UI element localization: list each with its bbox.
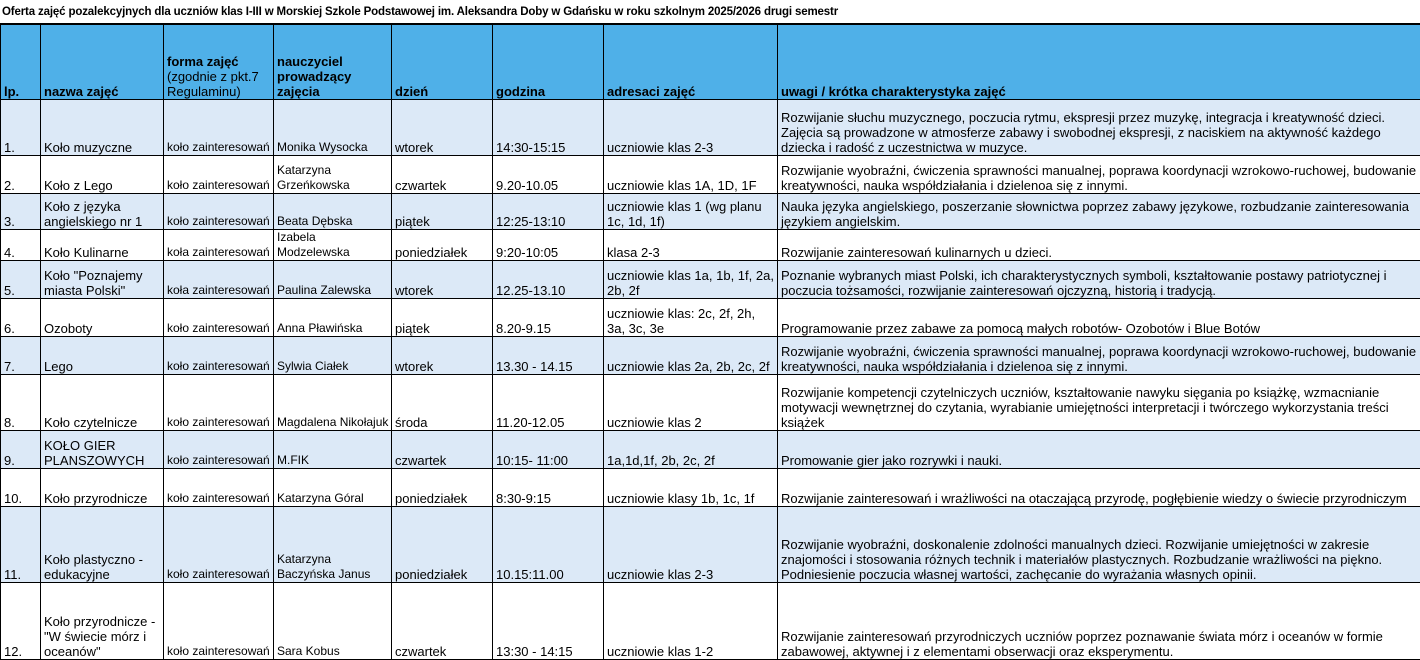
cell-teacher[interactable]: Paulina Zalewska bbox=[274, 261, 392, 299]
cell-lp[interactable]: 3. bbox=[1, 194, 41, 230]
cell-audience[interactable]: uczniowie klas 2-3 bbox=[604, 100, 778, 156]
cell-name[interactable]: Koło z Lego bbox=[41, 156, 164, 194]
table-row bbox=[1, 469, 1420, 507]
sheet-title: Oferta zajęć pozalekcyjnych dla uczniów klas I-III w Morskiej Szkole Podstawowej im. Aleksandra Doby w Gdańsku w roku szkolnym 2025/2026 drugi semestr bbox=[2, 6, 839, 18]
cell-hour[interactable]: 10:15- 11:00 bbox=[493, 431, 604, 469]
cell-notes[interactable]: Rozwijanie kompetencji czytelniczych uczniów, kształtowanie nawyku sięgania po książkę, wzmacnianie motywacji wewnętrznej do czytania, wyrabianie umiejętności interpretacji i twórczego wykorzystania treści książek bbox=[778, 375, 1420, 431]
header-audience[interactable]: adresaci zajęć bbox=[604, 25, 778, 100]
cell-name[interactable]: Koło przyrodnicze - "W świecie mórz i oceanów" bbox=[41, 583, 164, 660]
header-notes[interactable]: uwagi / krótka charakterystyka zajęć bbox=[778, 25, 1420, 100]
cell-notes[interactable]: Rozwijanie zainteresowań i wrażliwości na otaczającą przyrodę, pogłębienie wiedzy o świecie przyrodniczym bbox=[778, 469, 1420, 507]
cell-audience[interactable]: uczniowie klas 1A, 1D, 1F bbox=[604, 156, 778, 194]
cell-audience[interactable]: uczniowie klas 2 bbox=[604, 375, 778, 431]
cell-audience[interactable]: uczniowie klas 2a, 2b, 2c, 2f bbox=[604, 337, 778, 375]
cell-teacher[interactable]: Katarzyna Grzeńkowska bbox=[274, 156, 392, 194]
cell-notes[interactable]: Programowanie przez zabawe za pomocą małych robotów- Ozobotów i Blue Botów bbox=[778, 299, 1420, 337]
cell-name[interactable]: Koło muzyczne bbox=[41, 100, 164, 156]
cell-name[interactable]: Koło z języka angielskiego nr 1 bbox=[41, 194, 164, 230]
cell-day[interactable]: poniedziałek bbox=[392, 507, 493, 583]
table-row bbox=[1, 375, 1420, 431]
table-row bbox=[1, 100, 1420, 156]
cell-form[interactable]: koło zainteresowań bbox=[164, 194, 274, 230]
cell-notes[interactable]: Rozwijanie wyobraźni, ćwiczenia sprawności manualnej, poprawa koordynacji wzrokowo-ruchowej, budowanie kreatywności, nauka współdziałania i dzielenoa się z innymi. bbox=[778, 337, 1420, 375]
cell-name[interactable]: Ozoboty bbox=[41, 299, 164, 337]
cell-form[interactable]: koła zainteresowań bbox=[164, 261, 274, 299]
cell-teacher[interactable]: M.FIK bbox=[274, 431, 392, 469]
cell-lp[interactable]: 11. bbox=[1, 507, 41, 583]
cell-teacher[interactable]: Monika Wysocka bbox=[274, 100, 392, 156]
cell-form[interactable]: koło zainteresowań bbox=[164, 375, 274, 431]
table-row bbox=[1, 194, 1420, 230]
cell-day[interactable]: piątek bbox=[392, 194, 493, 230]
cell-day[interactable]: wtorek bbox=[392, 100, 493, 156]
cell-notes[interactable]: Rozwijanie zainteresowań kulinarnych u dzieci. bbox=[778, 230, 1420, 261]
cell-hour[interactable]: 10.15:11.00 bbox=[493, 507, 604, 583]
cell-form[interactable]: koło zainteresowań bbox=[164, 156, 274, 194]
cell-hour[interactable]: 13.30 - 14.15 bbox=[493, 337, 604, 375]
cell-notes[interactable]: Rozwijanie słuchu muzycznego, poczucia rytmu, ekspresji przez muzykę, integracja i kreatywność dzieci. Zajęcia są prowadzone w atmosferze zabawy i swobodnej ekspresji, z naciskiem na aktywność każdego dziecka i radość z uczestnictwa w muzyce. bbox=[778, 100, 1420, 156]
cell-lp[interactable]: 2. bbox=[1, 156, 41, 194]
table-row bbox=[1, 299, 1420, 337]
table-row bbox=[1, 261, 1420, 299]
header-form[interactable] bbox=[164, 25, 274, 100]
cell-hour[interactable]: 11.20-12.05 bbox=[493, 375, 604, 431]
cell-day[interactable]: poniedziałek bbox=[392, 469, 493, 507]
table-row bbox=[1, 583, 1420, 660]
cell-hour[interactable]: 8:30-9:15 bbox=[493, 469, 604, 507]
title-row bbox=[0, 0, 1420, 24]
cell-lp[interactable]: 7. bbox=[1, 337, 41, 375]
cell-audience[interactable]: uczniowie klas: 2c, 2f, 2h, 3a, 3c, 3e bbox=[604, 299, 778, 337]
cell-audience[interactable]: uczniowie klas 1-2 bbox=[604, 583, 778, 660]
header-teacher[interactable]: nauczyciel prowadzący zajęcia bbox=[274, 25, 392, 100]
cell-form[interactable]: koło zainteresowań bbox=[164, 100, 274, 156]
header-form-sub: (zgodnie z pkt.7 Regulaminu) bbox=[167, 69, 259, 99]
cell-form[interactable]: koło zainteresowań bbox=[164, 299, 274, 337]
cell-lp[interactable]: 12. bbox=[1, 583, 41, 660]
cell-hour[interactable]: 9:20-10:05 bbox=[493, 230, 604, 261]
cell-day[interactable]: czwartek bbox=[392, 431, 493, 469]
cell-day[interactable]: poniedziałek bbox=[392, 230, 493, 261]
cell-notes[interactable]: Rozwijanie wyobraźni, doskonalenie zdolności manualnych dzieci. Rozwijanie umiejętności w zakresie znajomości i stosowania różnych technik i materiałów plastycznych. Rozbudzanie wrażliwości na piękno. Podniesienie poczucia własnej wartości, zachęcanie do wyrażania własnych opinii. bbox=[778, 507, 1420, 583]
cell-name[interactable]: Koło "Poznajemy miasta Polski" bbox=[41, 261, 164, 299]
cell-audience[interactable]: uczniowie klasy 1b, 1c, 1f bbox=[604, 469, 778, 507]
header-lp[interactable]: lp. bbox=[1, 25, 41, 100]
cell-audience[interactable]: 1a,1d,1f, 2b, 2c, 2f bbox=[604, 431, 778, 469]
cell-notes[interactable]: Rozwijanie zainteresowań przyrodniczych uczniów poprzez poznawanie świata mórz i oceanów w formie zabawowej, aktywnej i z elementami obserwacji oraz eksperymentu. bbox=[778, 583, 1420, 660]
table-row bbox=[1, 156, 1420, 194]
cell-day[interactable]: piątek bbox=[392, 299, 493, 337]
cell-form[interactable]: koła zainteresowań bbox=[164, 230, 274, 261]
cell-name[interactable]: Koło czytelnicze bbox=[41, 375, 164, 431]
cell-day[interactable]: środa bbox=[392, 375, 493, 431]
cell-lp[interactable]: 6. bbox=[1, 299, 41, 337]
cell-teacher[interactable]: Magdalena Nikołajuk bbox=[274, 375, 392, 431]
cell-notes[interactable]: Nauka języka angielskiego, poszerzanie słownictwa poprzez zabawy językowe, rozbudzanie zainteresowania językiem angielskim. bbox=[778, 194, 1420, 230]
cell-hour[interactable]: 13:30 - 14:15 bbox=[493, 583, 604, 660]
cell-teacher[interactable]: Izabela Modzelewska bbox=[274, 230, 392, 261]
cell-teacher[interactable]: Sara Kobus bbox=[274, 583, 392, 660]
table-row bbox=[1, 507, 1420, 583]
cell-teacher[interactable]: Sylwia Ciałek bbox=[274, 337, 392, 375]
table-row bbox=[1, 431, 1420, 469]
cell-form[interactable]: koło zainteresowań bbox=[164, 431, 274, 469]
cell-notes[interactable]: Poznanie wybranych miast Polski, ich charakterystycznych symboli, kształtowanie postawy patriotycznej i poczucia tożsamości, rozwijanie zainteresowań ojczyzną, historią i tradycją. bbox=[778, 261, 1420, 299]
cell-day[interactable]: czwartek bbox=[392, 583, 493, 660]
header-row bbox=[1, 25, 1420, 100]
cell-audience[interactable]: uczniowie klas 2-3 bbox=[604, 507, 778, 583]
cell-form[interactable]: koło zainteresowań bbox=[164, 337, 274, 375]
table-row bbox=[1, 230, 1420, 261]
cell-notes[interactable]: Rozwijanie wyobraźni, ćwiczenia sprawności manualnej, poprawa koordynacji wzrokowo-ruchowej, budowanie kreatywności, nauka współdziałania i dzielenoa się z innymi. bbox=[778, 156, 1420, 194]
cell-notes[interactable]: Promowanie gier jako rozrywki i nauki. bbox=[778, 431, 1420, 469]
cell-hour[interactable]: 9.20-10.05 bbox=[493, 156, 604, 194]
cell-hour[interactable]: 8.20-9.15 bbox=[493, 299, 604, 337]
cell-form[interactable]: koło zainteresowań bbox=[164, 583, 274, 660]
cell-lp[interactable]: 4. bbox=[1, 230, 41, 261]
cell-teacher[interactable]: Anna Pławińska bbox=[274, 299, 392, 337]
cell-name[interactable]: KOŁO GIER PLANSZOWYCH bbox=[41, 431, 164, 469]
cell-name[interactable]: Lego bbox=[41, 337, 164, 375]
cell-lp[interactable]: 9. bbox=[1, 431, 41, 469]
cell-hour[interactable]: 14:30-15:15 bbox=[493, 100, 604, 156]
activities-table bbox=[0, 24, 1420, 660]
cell-audience[interactable]: uczniowie klas 1 (wg planu 1c, 1d, 1f) bbox=[604, 194, 778, 230]
cell-teacher[interactable]: Katarzyna Góral bbox=[274, 469, 392, 507]
cell-name[interactable]: Koło Kulinarne bbox=[41, 230, 164, 261]
cell-lp[interactable]: 5. bbox=[1, 261, 41, 299]
cell-name[interactable]: Koło przyrodnicze bbox=[41, 469, 164, 507]
cell-lp[interactable]: 10. bbox=[1, 469, 41, 507]
cell-teacher[interactable]: Beata Dębska bbox=[274, 194, 392, 230]
cell-hour[interactable]: 12:25-13:10 bbox=[493, 194, 604, 230]
cell-audience[interactable]: uczniowie klas 1a, 1b, 1f, 2a, 2b, 2f bbox=[604, 261, 778, 299]
cell-name[interactable]: Koło plastyczno - edukacyjne bbox=[41, 507, 164, 583]
cell-hour[interactable]: 12.25-13.10 bbox=[493, 261, 604, 299]
header-name[interactable]: nazwa zajęć bbox=[41, 25, 164, 100]
table-row bbox=[1, 337, 1420, 375]
cell-lp[interactable]: 8. bbox=[1, 375, 41, 431]
cell-day[interactable]: czwartek bbox=[392, 156, 493, 194]
cell-day[interactable]: wtorek bbox=[392, 337, 493, 375]
cell-audience[interactable]: klasa 2-3 bbox=[604, 230, 778, 261]
cell-day[interactable]: wtorek bbox=[392, 261, 493, 299]
header-form-main: forma zajęć bbox=[167, 54, 239, 69]
cell-form[interactable]: koło zainteresowań bbox=[164, 469, 274, 507]
header-day[interactable]: dzień bbox=[392, 25, 493, 100]
cell-lp[interactable]: 1. bbox=[1, 100, 41, 156]
cell-teacher[interactable]: Katarzyna Baczyńska Janus bbox=[274, 507, 392, 583]
cell-form[interactable]: koło zainteresowań bbox=[164, 507, 274, 583]
header-hour[interactable]: godzina bbox=[493, 25, 604, 100]
